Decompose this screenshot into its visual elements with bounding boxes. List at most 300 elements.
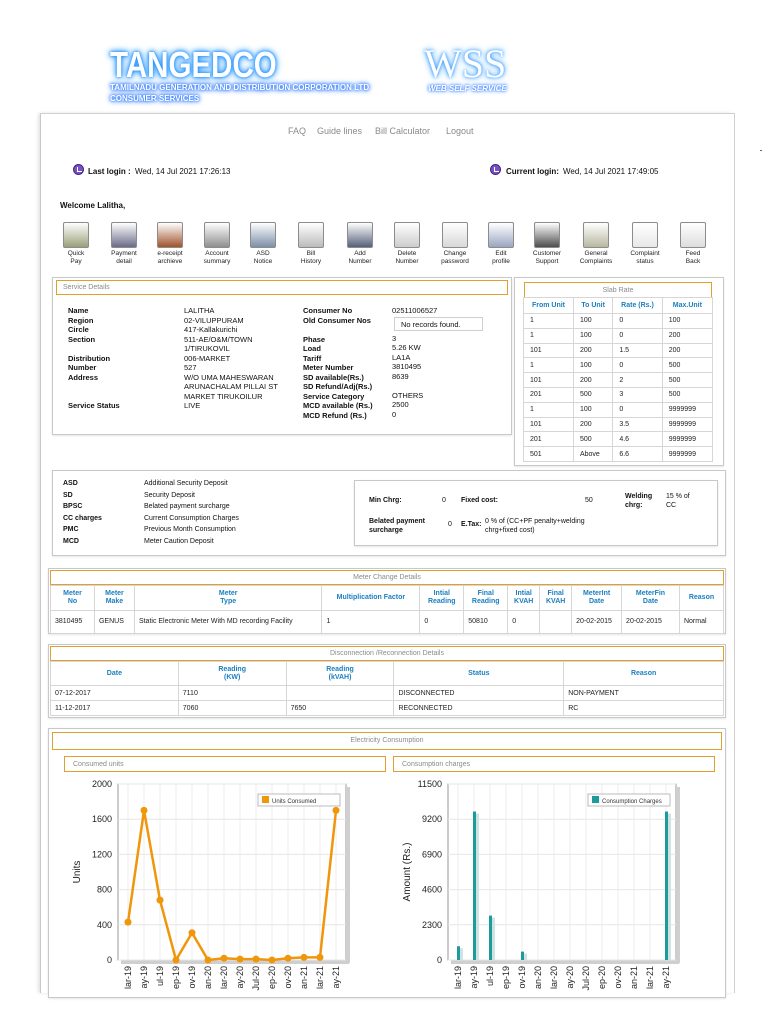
slab-cell: 9999999 [662, 417, 712, 432]
bar-shadow [668, 814, 671, 960]
slab-cell: 100 [573, 358, 612, 373]
x-tick-label: ep-20 [597, 966, 607, 990]
table-row [524, 432, 713, 447]
service-category-value: OTHERS [392, 390, 424, 400]
data-point [333, 807, 340, 814]
plot-area [118, 784, 346, 960]
disconnection-table [50, 661, 724, 716]
address-line-1: W/O UMA MAHESWARAN [184, 372, 274, 382]
slab-header: From Unit [524, 298, 574, 314]
x-tick-label: ul-19 [485, 966, 495, 987]
chart-legend [258, 794, 340, 806]
service-status-value: LIVE [184, 401, 201, 410]
mcd-available-value: 2500 [392, 400, 409, 409]
toolbar-button-bill-history[interactable] [289, 222, 333, 265]
meter-change-table [50, 585, 724, 634]
x-tick-label: ov-20 [613, 966, 623, 989]
meter-header [679, 586, 723, 611]
slab-header: Max.Unit [662, 298, 712, 314]
x-tick-label: an-20 [533, 966, 543, 990]
section-value: 511-AE/O&M/TOWN [184, 334, 253, 344]
clock-icon [490, 164, 501, 175]
data-point [253, 956, 260, 963]
slab-cell: 3 [613, 387, 662, 402]
address-label: Address [68, 372, 99, 382]
meter-header-line-1: Final [547, 590, 564, 597]
address-line-3: MARKET TIRUKOILUR [184, 391, 263, 401]
meter-header [134, 586, 322, 611]
data-point [157, 897, 164, 904]
meter-header [572, 586, 622, 611]
charges-box [354, 480, 718, 546]
sd-available-label: SD available(Rs.) [303, 372, 364, 382]
slab-cell: 0 [613, 358, 662, 373]
disconnection-cell: 11-12-2017 [51, 701, 179, 716]
meter-cell: 1 [322, 611, 420, 634]
data-point [125, 919, 132, 926]
y-tick-label: 6900 [421, 849, 442, 860]
load-value: 5.26 KW [392, 343, 421, 352]
bar [665, 812, 668, 960]
slab-cell: 1 [524, 358, 574, 373]
account-summary-icon [204, 222, 230, 248]
slab-cell: 9999999 [662, 447, 712, 462]
asd-notice-icon [250, 222, 276, 248]
table-row [524, 328, 713, 343]
disconnection-header [564, 662, 724, 686]
slab-cell: 200 [573, 373, 612, 388]
x-tick-label: lar-19 [123, 966, 133, 990]
abbreviation-term: MCD [63, 537, 79, 545]
belated-payment-label [369, 517, 425, 535]
toolbar-label-line-1: Payment [111, 250, 137, 257]
change-password-icon [442, 222, 468, 248]
distribution-value: 006-MARKET [184, 353, 231, 363]
edit-profile-icon [488, 222, 514, 248]
x-tick-label: ay-20 [565, 966, 575, 989]
toolbar-button-delete-number[interactable] [385, 222, 429, 265]
meter-cell: Static Electronic Meter With MD recording Facility [134, 611, 322, 634]
meter-header-line-1: Reason [688, 594, 715, 601]
meter-header-line-1: Intial [515, 590, 532, 597]
table-row [524, 447, 713, 462]
toolbar-button-customer-support[interactable] [525, 222, 569, 265]
region-label: Region [68, 315, 94, 325]
disconnection-cell: 7060 [178, 701, 286, 716]
toolbar-label-line-2: archieve [157, 257, 183, 265]
fixed-cost-value: 50 [585, 497, 593, 504]
x-tick-label: ep-19 [501, 966, 511, 990]
plot-shadow [121, 960, 349, 964]
slab-cell: 0 [613, 328, 662, 343]
x-tick-label: ov-19 [187, 966, 197, 989]
distribution-label: Distribution [68, 353, 111, 363]
toolbar-label-line-2: Notice [253, 257, 273, 265]
belated-label-line-1: Belated payment [369, 518, 426, 525]
toolbar-label-line-1: Feed [685, 250, 701, 257]
min-chrg-value: 0 [442, 497, 446, 504]
tariff-label: Tariff [303, 353, 322, 363]
meter-header-line-2: Date [642, 598, 659, 605]
bar-shadow [476, 814, 479, 960]
slab-cell: 1 [524, 314, 574, 329]
load-label: Load [303, 344, 321, 353]
welcome-message: Welcome Lalitha, [60, 201, 126, 210]
meter-cell: 20-02-2015 [622, 611, 680, 634]
data-point [301, 954, 308, 961]
slab-cell: Above [573, 447, 612, 462]
meter-header-line-2: Reading [427, 598, 456, 605]
plot-shadow [676, 787, 680, 963]
toolbar-button-e-receipt[interactable] [148, 222, 192, 265]
table-row [51, 686, 724, 701]
slab-cell: 201 [524, 387, 574, 402]
meter-header [622, 586, 680, 611]
meter-cell [540, 611, 572, 634]
toolbar-button-general-complaints[interactable] [574, 222, 618, 265]
data-point [237, 956, 244, 963]
slab-cell: 201 [524, 432, 574, 447]
abbreviation-meaning: Previous Month Consumption [144, 526, 236, 533]
number-label: Number [68, 363, 97, 372]
table-row [524, 387, 713, 402]
bar [489, 916, 492, 960]
toolbar-label-line-1: ASD [256, 250, 270, 257]
meter-change-title: Meter Change Details [50, 570, 724, 585]
abbreviation-term: SD [63, 491, 73, 499]
panel-right-border [734, 113, 735, 993]
x-tick-label: lar-19 [453, 966, 463, 990]
meter-header-line-1: Final [477, 590, 494, 597]
toolbar-button-account-summary[interactable] [195, 222, 239, 265]
table-row [524, 343, 713, 358]
nav-bill-calculator[interactable]: Bill Calculator [375, 126, 431, 136]
slab-header: Rate (Rs.) [613, 298, 662, 314]
x-tick-label: lar-21 [645, 966, 655, 990]
meter-header-line-2: KVAH [514, 598, 534, 605]
meter-header-line-2: Type [220, 598, 237, 605]
e-receipt-icon [157, 222, 183, 248]
meter-cell: Normal [679, 611, 723, 634]
meter-header-line-1: Multiplication Factor [336, 594, 406, 601]
meter-cell: 20-02-2015 [572, 611, 622, 634]
bar-shadow [492, 918, 495, 960]
logo-subtitle-line-1: TAMILNADU GENERATION AND DISTRIBUTION CORPORATION LTD [110, 83, 370, 92]
nav-faq[interactable]: FAQ [288, 126, 307, 136]
slab-cell: 100 [573, 328, 612, 343]
y-axis-title: Units [72, 860, 83, 884]
slab-cell: 101 [524, 417, 574, 432]
toolbar-label-line-2: Number [395, 257, 419, 265]
toolbar-label-line-1: Customer [532, 250, 562, 257]
meter-header-line-2: No [67, 598, 78, 605]
slab-cell: 101 [524, 343, 574, 358]
data-point [173, 957, 180, 964]
region-value: 02-VILUPPURAM [184, 315, 244, 325]
bar-shadow [524, 954, 527, 960]
x-tick-label: an-20 [203, 966, 213, 990]
fixed-cost-label: Fixed cost: [461, 497, 498, 504]
y-tick-label: 400 [96, 919, 112, 930]
service-details-title: Service Details [56, 280, 508, 295]
meter-header-line-2: Reading [471, 598, 500, 605]
old-consumer-label: Old Consumer Nos [303, 315, 371, 325]
service-left-labels [68, 306, 120, 411]
toolbar-label-line-2: Number [348, 257, 372, 265]
x-tick-label: ep-20 [267, 966, 277, 990]
toolbar-button-edit-profile[interactable] [479, 222, 523, 265]
disconnection-cell: 7110 [178, 686, 286, 701]
consumption-charges-title: Consumption charges [393, 756, 715, 772]
payment-detail-icon [111, 222, 137, 248]
abbreviation-meaning: Belated payment surcharge [144, 503, 230, 510]
toolbar-button-payment-detail[interactable] [102, 222, 146, 265]
toolbar-label-line-2: Support [535, 257, 559, 265]
disconnection-header-line-1: Status [468, 669, 490, 677]
delete-number-icon [394, 222, 420, 248]
circle-value: 417-Kallakurichi [184, 325, 238, 334]
slab-cell: 200 [662, 328, 712, 343]
circle-label: Circle [68, 325, 89, 334]
add-number-icon [347, 222, 373, 248]
slab-rate-table [523, 297, 713, 462]
abbreviation-meaning: Meter Caution Deposit [144, 537, 214, 545]
x-tick-label: ov-19 [517, 966, 527, 989]
abbreviation-term: CC charges [63, 514, 102, 522]
min-chrg-label: Min Chrg: [369, 497, 402, 504]
y-tick-label: 1200 [91, 849, 112, 860]
feedback-icon [680, 222, 706, 248]
slab-cell: 200 [662, 343, 712, 358]
slab-cell: 500 [662, 373, 712, 388]
complaint-status-icon [632, 222, 658, 248]
slab-cell: 100 [662, 314, 712, 329]
meter-header-line-1: MeterInt [582, 590, 611, 597]
meter-header [464, 586, 508, 611]
slab-cell: 6.6 [613, 447, 662, 462]
x-tick-label: lar-20 [219, 966, 229, 990]
meter-header-line-2: Date [588, 598, 605, 605]
slab-cell: 500 [573, 432, 612, 447]
x-tick-label: ov-20 [283, 966, 293, 989]
disconnection-header [51, 662, 179, 686]
toolbar-label-line-1: Account [205, 250, 229, 257]
meter-header-line-2: Make [105, 598, 124, 605]
slab-cell: 100 [573, 314, 612, 329]
x-tick-label: Jul-20 [251, 966, 261, 991]
slab-cell: 3.5 [613, 417, 662, 432]
meter-header [508, 586, 540, 611]
disconnection-header [178, 662, 286, 686]
welding-value-line-2: CC [666, 502, 677, 509]
service-right-values [392, 306, 483, 419]
y-tick-label: 2300 [421, 919, 442, 930]
mcd-refund-label: MCD Refund (Rs.) [303, 410, 367, 420]
last-login-label: Last login : [88, 167, 131, 176]
bar-shadow [460, 948, 463, 960]
number-value: 527 [184, 363, 197, 372]
toolbar-label-line-2: password [441, 257, 469, 265]
etax-value-line-1: 0 % of (CC+PF penalty+welding [485, 518, 585, 525]
logo-subtitle-line-2: CONSUMER SERVICES [110, 94, 200, 103]
abbreviation-term: ASD [63, 480, 78, 487]
general-complaints-icon [583, 222, 609, 248]
toolbar-button-feedback[interactable] [671, 222, 715, 265]
disconnection-header-line-1: Reason [630, 669, 657, 677]
last-login-value: Wed, 14 Jul 2021 17:26:13 [135, 167, 231, 176]
abbreviation-meaning: Security Deposit [144, 491, 195, 499]
mcd-available-label: MCD available (Rs.) [303, 401, 373, 410]
toolbar-label-line-1: Bill [306, 250, 316, 257]
x-tick-label: ay-19 [139, 966, 149, 989]
y-tick-label: 9200 [421, 814, 442, 825]
x-tick-label: ul-19 [155, 966, 165, 987]
data-point [317, 954, 324, 961]
toolbar-button-add-number[interactable] [338, 222, 382, 265]
service-right-labels [303, 306, 373, 420]
consumed-units-title: Consumed units [64, 756, 386, 772]
y-tick-label: 800 [96, 884, 112, 895]
toolbar-button-quick-pay[interactable] [54, 222, 98, 265]
slab-cell: 1 [524, 402, 574, 417]
sd-refund-value [392, 381, 483, 391]
abbreviation-term: PMC [63, 526, 79, 533]
toolbar-label-line-1: Edit [495, 250, 507, 257]
x-tick-label: Jul-20 [581, 966, 591, 991]
y-axis-title: Amount (Rs.) [402, 842, 413, 902]
meter-header-line-1: Meter [105, 590, 124, 597]
welding-chrg-label [625, 492, 652, 510]
meter-header-line-1: Meter [218, 590, 238, 597]
meter-header [94, 586, 134, 611]
tangedco-logo: TANGEDCO [110, 44, 277, 85]
toolbar-label-line-2: Pay [70, 257, 82, 265]
slab-cell: 9999999 [662, 402, 712, 417]
current-login-label: Current login: [506, 167, 559, 176]
toolbar-label-line-1: e-receipt [157, 250, 183, 257]
toolbar-label-line-2: profile [492, 257, 510, 265]
meter-cell: GENUS [94, 611, 134, 634]
name-label: Name [68, 306, 89, 315]
slab-cell: 501 [524, 447, 574, 462]
y-tick-label: 4600 [421, 884, 442, 895]
slab-cell: 0 [613, 402, 662, 417]
toolbar-label-line-1: General [584, 250, 608, 257]
mcd-refund-value: 0 [392, 409, 397, 419]
meter-header-line-1: Intial [433, 590, 450, 597]
meter-header [322, 586, 420, 611]
section-label: Section [68, 334, 96, 344]
y-tick-label: 0 [106, 955, 112, 965]
disconnection-header-line-1: Reading [326, 665, 354, 673]
table-row [524, 402, 713, 417]
etax-value-line-2: chrg+fixed cost) [485, 527, 535, 534]
meter-header-line-2: KVAH [545, 598, 566, 605]
slab-cell: 500 [573, 387, 612, 402]
disconnection-cell: NON-PAYMENT [564, 686, 724, 701]
chart-legend [588, 794, 670, 806]
legend-swatch [592, 796, 599, 803]
bar [521, 952, 524, 960]
slab-cell: 9999999 [662, 432, 712, 447]
toolbar-button-complaint-status[interactable] [623, 222, 667, 265]
consumption-charges-chart [390, 772, 720, 996]
toolbar-label-line-2: status [636, 257, 654, 265]
data-point [285, 955, 292, 962]
wss-subtitle: WEB SELF SERVICE [428, 84, 507, 93]
toolbar-label-line-2: Back [685, 257, 701, 265]
legend-swatch [262, 796, 269, 803]
x-tick-label: an-21 [629, 966, 639, 990]
phase-label: Phase [303, 334, 326, 344]
slab-cell: 200 [573, 417, 612, 432]
legend-label: Consumption Charges [602, 799, 662, 805]
toolbar-button-asd-notice[interactable] [241, 222, 285, 265]
disconnection-cell: RECONNECTED [394, 701, 564, 716]
logo-subtitle [110, 82, 369, 104]
data-point [269, 957, 276, 964]
service-left-values [184, 306, 278, 411]
old-consumer-value: No records found. [394, 317, 483, 331]
bar [473, 812, 476, 960]
x-tick-label: lar-21 [315, 966, 325, 990]
slab-cell: 0 [613, 314, 662, 329]
phase-value: 3 [392, 333, 397, 343]
abbreviation-meaning: Additional Security Deposit [144, 480, 228, 487]
nav-logout[interactable]: Logout [446, 126, 474, 136]
disconnection-header-line-2: (KW) [224, 673, 241, 681]
etax-label: E.Tax: [461, 521, 482, 528]
toolbar-label-line-1: Complaint [630, 250, 660, 257]
slab-rate-title: Slab Rate [524, 282, 712, 298]
disconnection-header [394, 662, 564, 686]
x-tick-label: ep-19 [171, 966, 181, 990]
toolbar-button-change-password[interactable] [433, 222, 477, 265]
consumer-no-value: 02511006527 [392, 306, 438, 315]
disconnection-header-line-1: Date [106, 669, 122, 677]
x-tick-label: an-21 [299, 966, 309, 990]
belated-payment-value: 0 [448, 521, 452, 528]
disconnection-header-line-2: (kVAH) [328, 673, 352, 681]
slab-cell: 1.5 [613, 343, 662, 358]
meter-cell: 3810495 [51, 611, 95, 634]
x-tick-label: ay-21 [661, 966, 671, 989]
table-row [524, 358, 713, 373]
nav-guide-lines[interactable]: Guide lines [317, 126, 363, 136]
disconnection-title: Disconnection /Reconnection Details [50, 646, 724, 661]
slab-cell: 500 [662, 358, 712, 373]
disconnection-cell: 07-12-2017 [51, 686, 179, 701]
disconnection-cell [286, 686, 394, 701]
meter-cell: 0 [508, 611, 540, 634]
table-row [524, 373, 713, 388]
slab-cell: 101 [524, 373, 574, 388]
y-tick-label: 11500 [417, 779, 442, 789]
etax-value [485, 517, 585, 535]
welding-value-line-1: 15 % of [666, 493, 690, 500]
toolbar-label-line-1: Delete [397, 250, 417, 257]
y-tick-label: 1600 [91, 814, 112, 825]
x-tick-label: ay-19 [469, 966, 479, 989]
meter-header [540, 586, 572, 611]
meter-header-line-1: Meter [63, 590, 82, 597]
toolbar-label-line-2: History [300, 257, 322, 265]
bar [457, 946, 460, 960]
customer-support-icon [534, 222, 560, 248]
toolbar-label-line-1: Change [443, 250, 467, 257]
welding-label-line-1: Welding [625, 493, 653, 500]
table-row [524, 314, 713, 329]
